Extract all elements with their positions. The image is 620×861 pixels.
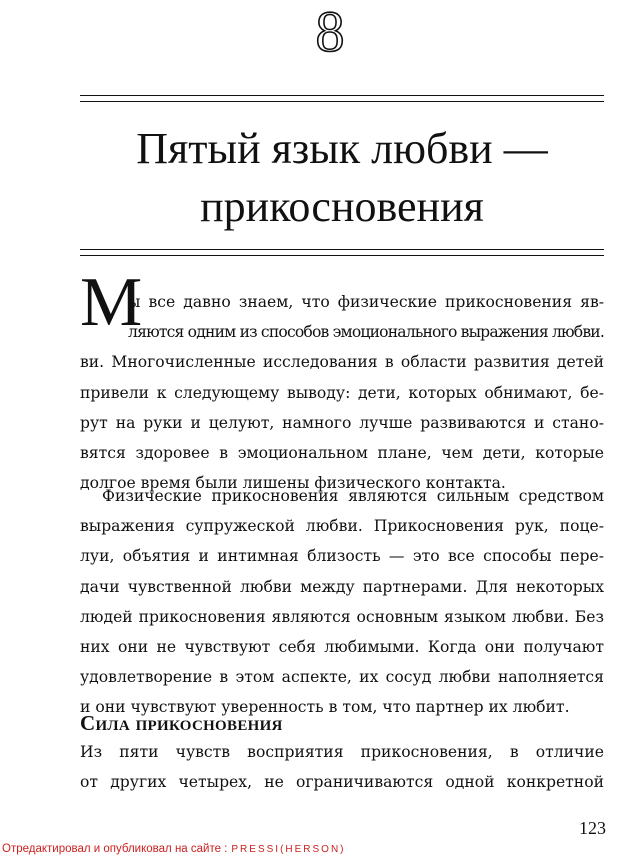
text-line: Физические прикосновения являются сильным средством [102, 487, 604, 505]
drop-cap: М [80, 264, 143, 341]
text-line: ляются одним из способов эмоционального выражения любви. [128, 323, 605, 342]
footer-credit [2, 843, 346, 855]
text-line: удовлетворение в этом аспекте, их сосуд любви наполняется [80, 668, 604, 687]
text-line: от других четырех, не ограничиваются одной конкретной [80, 773, 604, 792]
bottom-rule [80, 255, 604, 256]
text-line: Из пяти чувств восприятия прикосновения, в отличие [80, 743, 604, 761]
top-rule-inner [80, 101, 604, 102]
section-heading: Сила прикосновения [80, 711, 283, 735]
bottom-rule-inner [80, 249, 604, 250]
text-line: выражения супружеской любви. Прикосновения рук, поце- [80, 517, 604, 536]
intro-paragraph [80, 287, 620, 498]
footer-text: Отредактировал и опубликовал на сайте : [2, 843, 228, 855]
chapter-number: 8 [315, 0, 345, 64]
text-line: долгое время были лишены физического контакта. [80, 474, 506, 493]
text-line: ы все давно знаем, что физические прикосновения яв- [128, 293, 604, 311]
section-paragraph [80, 737, 620, 797]
chapter-title [80, 120, 604, 236]
text-line: людей прикосновения являются основным языком любви. Без [80, 607, 604, 626]
text-line: привели к следующему выводу: дети, которых обнимают, бе- [80, 383, 604, 402]
footer-site: PRESSI(HERSON) [231, 844, 346, 855]
top-rule [80, 95, 604, 96]
text-line: дачи чувственной любви между партнерами. Для некоторых [80, 577, 604, 596]
chapter-title-line: прикосновения [200, 182, 484, 231]
text-line: ви. Многочисленные исследования в области развития детей [80, 353, 604, 372]
text-line: них они не чувствуют себя любимыми. Когда они получают [80, 637, 604, 656]
text-line: рут на руки и целуют, намного лучше развиваются и стано- [80, 413, 604, 432]
chapter-title-line: Пятый язык любви — [136, 124, 548, 173]
text-line: луи, объятия и интимная близость — это все способы пере- [80, 547, 604, 566]
text-line: и они чувствуют уверенность в том, что партнер их любит. [80, 698, 570, 717]
text-line: вятся здоровее в эмоциональном плане, чем дети, которые [80, 443, 604, 462]
paragraph-2 [80, 481, 620, 723]
page-number: 123 [579, 818, 606, 838]
